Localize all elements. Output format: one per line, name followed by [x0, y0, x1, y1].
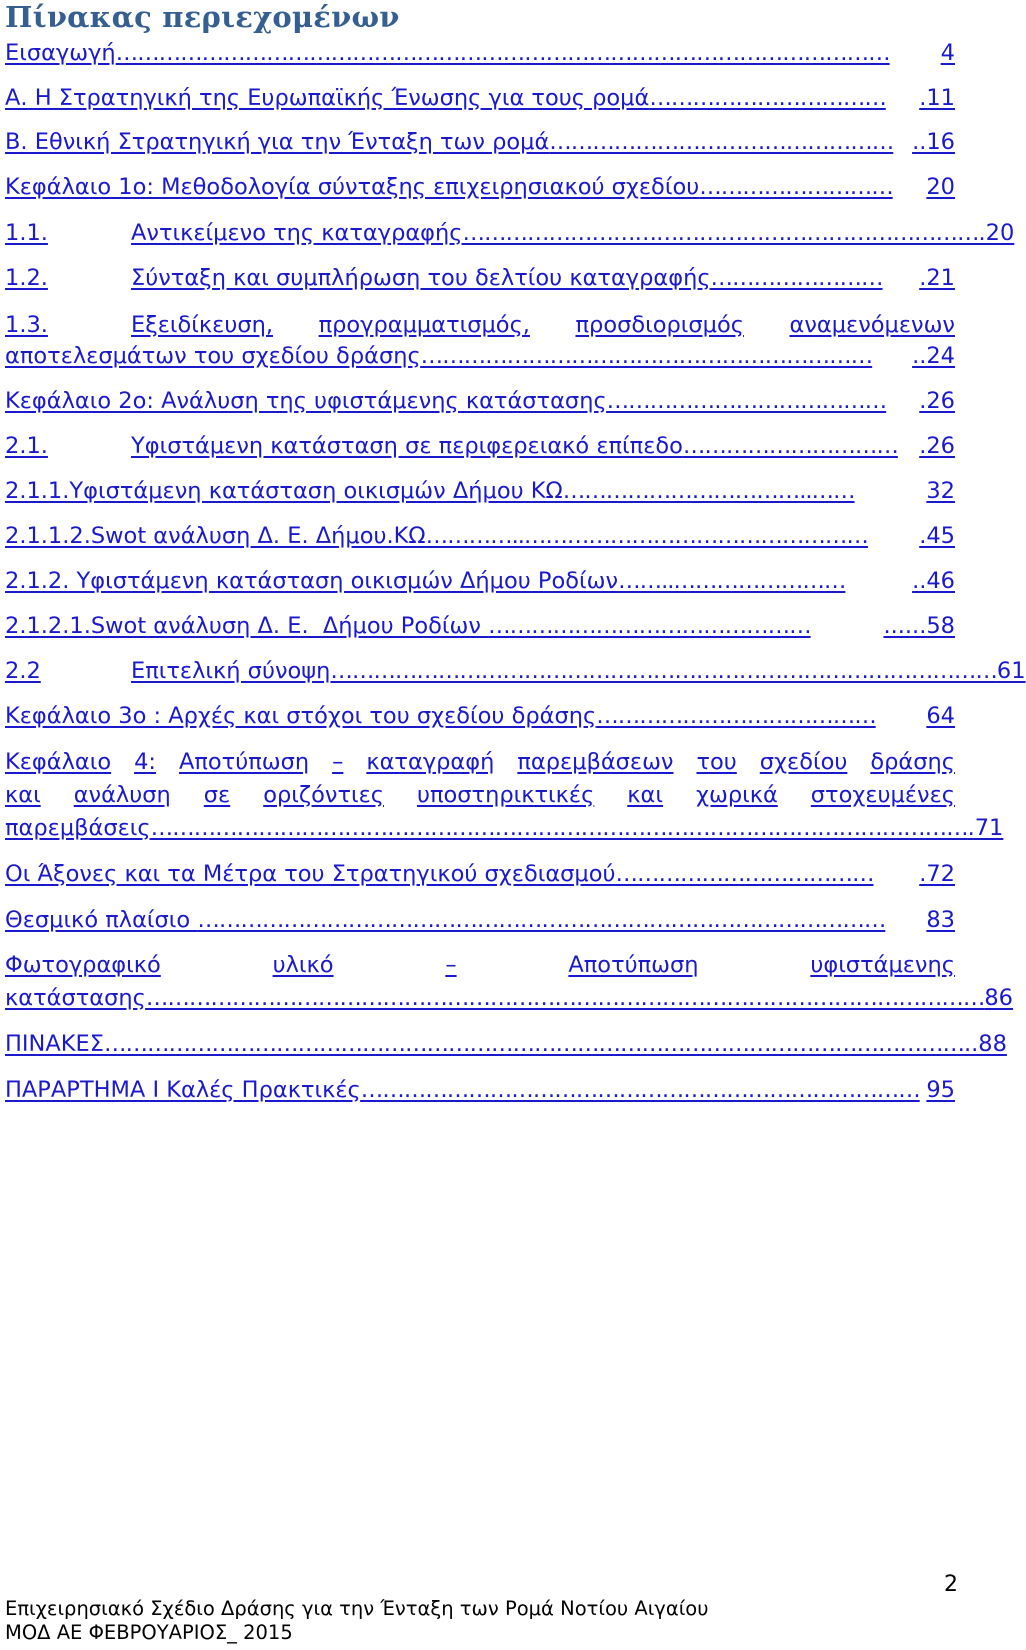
toc-entry-text: Κεφάλαιο 3ο : Αρχές και στόχοι του σχεδίου δράσης: [5, 703, 597, 729]
toc-entry-text: Επιτελική σύνοψη: [131, 658, 331, 684]
toc-entry-national-strategy[interactable]: [5, 129, 955, 163]
toc-entry-page: ..24: [912, 343, 955, 369]
toc-entry-1-1[interactable]: [5, 220, 1015, 254]
toc-word: και: [627, 782, 663, 808]
toc-entry-leader: ……………………………..……: [562, 478, 855, 504]
toc-entry-leader: ……………………………………………………………………………………………………: [150, 815, 968, 841]
toc-entry-text: [131, 312, 955, 338]
toc-entry-text: κατάστασης: [5, 985, 146, 1011]
toc-word: και: [5, 782, 41, 808]
toc-entry-1-3[interactable]: [5, 312, 955, 346]
toc-entry-leader: …………………………: [682, 433, 898, 459]
toc-entry-legal-framework[interactable]: [5, 907, 955, 941]
toc-word: αναμενόμενων: [789, 312, 955, 338]
toc-entry-number: 1.2.: [5, 265, 48, 291]
toc-entry-leader: ……………………………………………………………………: [360, 1077, 920, 1103]
toc-entry-text: Σύνταξη και συμπλήρωση του δελτίου καταγραφής: [131, 265, 711, 291]
toc-entry-photo-material[interactable]: [5, 952, 955, 986]
toc-entry-number: 1.1.: [5, 220, 48, 246]
toc-entry-text: παρεμβάσεις: [5, 815, 151, 841]
toc-entry-chapter-1[interactable]: [5, 174, 955, 208]
toc-word: Εξειδίκευση,: [131, 312, 274, 338]
toc-entry-2-1-1-2[interactable]: [5, 523, 955, 557]
footer-date: ΜΟΔ ΑΕ ΦΕΒΡΟΥΑΡΙΟΣ_ 2015: [5, 1621, 293, 1644]
toc-entry-leader: ………………………………………………………………: [462, 220, 979, 246]
toc-word: παρεμβάσεων: [517, 749, 674, 775]
toc-entry-photo-material-continued[interactable]: [5, 985, 1013, 1019]
toc-entry-2-1-2-1[interactable]: [5, 613, 955, 647]
toc-entry-leader: ………………………………………: [488, 613, 811, 639]
toc-entry-chapter-4-continued[interactable]: [5, 782, 955, 816]
toc-entry-leader: ……………………: [710, 265, 883, 291]
toc-entry-text: Θεσμικό πλαίσιο: [5, 907, 198, 933]
toc-title: Πίνακας περιεχομένων: [5, 0, 400, 34]
toc-word: Αποτύπωση: [178, 749, 310, 775]
toc-word: οριζόντιες: [263, 782, 384, 808]
toc-entry-text: ΠΑΡΑΡΤΗΜΑ Ι Καλές Πρακτικές: [5, 1077, 361, 1103]
toc-entry-page: .26: [919, 388, 955, 414]
toc-entry-chapter-3[interactable]: [5, 703, 955, 737]
toc-entry-number: 2.2: [5, 658, 41, 684]
toc-entry-chapter-4[interactable]: [5, 749, 955, 783]
toc-entry-appendix-1[interactable]: [5, 1077, 955, 1111]
toc-entry-leader: …………………………………………………………………………………: [330, 658, 997, 684]
toc-entry-leader: ………………………………………………………: [420, 343, 873, 369]
toc-entry-page: .20: [978, 220, 1015, 246]
toc-entry-page: .72: [919, 861, 955, 887]
toc-entry-text: 2.1.1.2.Swot ανάλυση Δ. Ε. Δήμου.ΚΩ: [5, 523, 426, 549]
toc-word: Φωτογραφικό: [5, 952, 161, 978]
toc-entry-introduction[interactable]: [5, 40, 955, 74]
toc-entry-page: .45: [919, 523, 955, 549]
toc-entry-1-2[interactable]: [5, 265, 955, 299]
toc-word: χωρικά: [695, 782, 778, 808]
toc-word: του: [696, 749, 737, 775]
toc-entry-leader: ……………………………: [649, 85, 886, 111]
toc-entry-1-3-continued[interactable]: [5, 343, 955, 377]
toc-word: προσδιορισμός: [575, 312, 744, 338]
toc-entry-leader: ………………………: [699, 174, 893, 200]
toc-entry-text: Α. Η Στρατηγική της Ευρωπαϊκής Ένωσης για τους ρομά: [5, 85, 650, 111]
toc-entry-chapter-2[interactable]: [5, 388, 955, 422]
toc-entry-text: 2.1.1.Υφιστάμενη κατάσταση οικισμών Δήμου ΚΩ: [5, 478, 563, 504]
toc-entry-text: αποτελεσμάτων του σχεδίου δράσης: [5, 343, 421, 369]
toc-entry-leader: …………………………………………: [549, 129, 894, 155]
toc-entry-leader: ……………………………………………………………………………………: [197, 907, 886, 933]
toc-entry-page: .21: [919, 265, 955, 291]
toc-entry-number: 1.3.: [5, 312, 48, 338]
toc-entry-page: ......58: [883, 613, 955, 639]
toc-entry-page: .26: [919, 433, 955, 459]
toc-word: Κεφάλαιο: [5, 749, 112, 775]
toc-word: σχεδίου: [759, 749, 848, 775]
toc-entry-tables[interactable]: [5, 1031, 1007, 1065]
toc-word: στοχευμένες: [810, 782, 955, 808]
toc-entry-text: Κεφάλαιο 1ο: Μεθοδολογία σύνταξης επιχειρησιακού σχεδίου: [5, 174, 700, 200]
toc-entry-chapter-4-end[interactable]: [5, 815, 1004, 849]
toc-entry-page: 32: [926, 478, 955, 504]
toc-entry-page: 83: [926, 907, 955, 933]
toc-word: υλικό: [272, 952, 334, 978]
toc-entry-text: 2.1.2.1.Swot ανάλυση Δ. Ε. Δήμου Ροδίων: [5, 613, 489, 639]
toc-entry-2-1-2[interactable]: [5, 568, 955, 602]
toc-entry-leader: …………………………………………………………………………………………………………: [103, 1031, 964, 1057]
toc-entry-axes-measures[interactable]: [5, 861, 955, 895]
toc-entry-leader: ………………………………: [615, 861, 874, 887]
toc-word: –: [332, 749, 344, 775]
toc-entry-page: 20: [926, 174, 955, 200]
toc-entry-2-1[interactable]: [5, 433, 955, 467]
toc-word: υφιστάμενης: [810, 952, 955, 978]
toc-word: σε: [203, 782, 231, 808]
toc-entry-leader: ……..……………………: [618, 568, 846, 594]
toc-entry-text: 2.1.2. Υφιστάμενη κατάσταση οικισμών Δήμου Ροδίων: [5, 568, 619, 594]
toc-entry-text: Β. Εθνική Στρατηγική για την Ένταξη των ρομά: [5, 129, 550, 155]
toc-word: Αποτύπωση: [568, 952, 699, 978]
toc-entry-page: 95: [926, 1077, 955, 1103]
toc-entry-number: 2.1.: [5, 433, 48, 459]
toc-entry-text: Εισαγωγή: [5, 40, 116, 66]
toc-entry-text: ΠΙΝΑΚΕΣ: [5, 1031, 104, 1057]
toc-entry-text: Αντικείμενο της καταγραφής: [131, 220, 463, 246]
toc-entry-page: ..46: [912, 568, 955, 594]
toc-entry-page: .11: [919, 85, 955, 111]
toc-entry-page: ..16: [912, 129, 955, 155]
toc-word: υποστηρικτικές: [416, 782, 595, 808]
toc-word: δράσης: [870, 749, 955, 775]
toc-entry-page: 64: [926, 703, 955, 729]
toc-entry-2-1-1[interactable]: [5, 478, 955, 512]
toc-entry-page: 4: [940, 40, 955, 66]
toc-entry-text: Κεφάλαιο 2ο: Ανάλυση της υφιστάμενης κατάστασης: [5, 388, 607, 414]
footer-title: Επιχειρησιακό Σχέδιο Δράσης για την Ένταξη των Ρομά Νοτίου Αιγαίου: [5, 1597, 709, 1620]
toc-word: καταγραφή: [366, 749, 495, 775]
toc-entry-text: Οι Άξονες και τα Μέτρα του Στρατηγικού σχεδιασμού: [5, 861, 616, 887]
toc-entry-leader: …………..…………………………………………: [425, 523, 868, 549]
toc-entry-leader: ………………………………………………………………………………………………: [115, 40, 890, 66]
toc-entry-page: 86: [984, 985, 1013, 1011]
toc-word: προγραμματισμός,: [318, 312, 530, 338]
toc-entry-leader: ………………………………………………………………………………………………………: [145, 985, 985, 1011]
toc-word: 4:: [134, 749, 156, 775]
page-number: 2: [944, 1572, 958, 1597]
toc-entry-leader: …………………………………: [606, 388, 887, 414]
toc-entry-page: .71: [967, 815, 1004, 841]
toc-entry-page: 61: [996, 658, 1026, 684]
toc-entry-text: Υφιστάμενη κατάσταση σε περιφερειακό επίπεδο: [131, 433, 683, 459]
toc-entry-eu-strategy[interactable]: [5, 85, 955, 119]
toc-word: ανάλυση: [73, 782, 171, 808]
toc-entry-2-2[interactable]: [5, 658, 1026, 692]
toc-entry-leader: …………………………………: [596, 703, 876, 729]
toc-entry-page: ..88: [963, 1031, 1007, 1057]
toc-word: –: [445, 952, 457, 978]
